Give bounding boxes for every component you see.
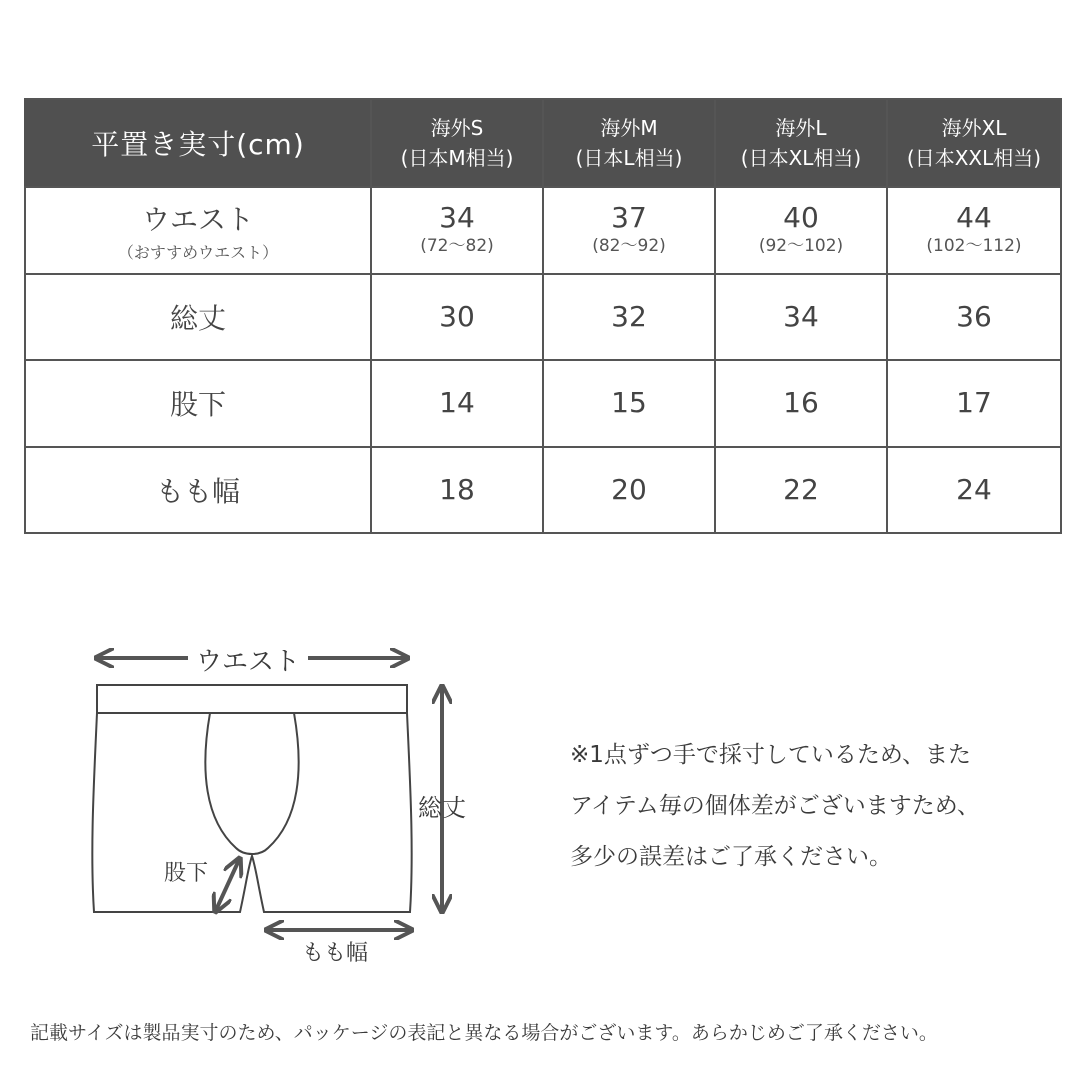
cell-value: 20 bbox=[611, 472, 647, 506]
cell-value: 40 bbox=[783, 201, 819, 235]
row-label: 股下 bbox=[169, 388, 226, 422]
table-header-label: 平置き実寸(cm) bbox=[25, 99, 371, 187]
thigh-label: もも幅 bbox=[302, 941, 369, 966]
size-japan-equivalent: (日本XXL相当) bbox=[906, 146, 1042, 170]
pouch-outline bbox=[205, 713, 298, 854]
cell-value: 15 bbox=[611, 386, 647, 420]
cell-value: 16 bbox=[783, 386, 819, 420]
size-name: 海外XL bbox=[941, 116, 1007, 140]
waist-label: ウエスト bbox=[196, 647, 301, 677]
size-japan-equivalent: (日本L相当) bbox=[575, 146, 683, 170]
cell-value: 24 bbox=[956, 472, 992, 506]
cell-value: 34 bbox=[783, 299, 819, 333]
cell-subvalue: (72〜82) bbox=[420, 236, 494, 257]
footer-note: 記載サイズは製品実寸のため、パッケージの表記と異なる場合がございます。あらかじめご了承ください。 bbox=[30, 1022, 938, 1044]
cell-value: 32 bbox=[611, 299, 647, 333]
cell-value: 37 bbox=[611, 201, 647, 235]
cell-value: 17 bbox=[956, 386, 992, 420]
note-line: ※1点ずつ手で採寸しているため、また bbox=[570, 742, 971, 768]
size-japan-equivalent: (日本M相当) bbox=[400, 146, 514, 170]
boxer-outline bbox=[92, 713, 411, 912]
cell-value: 30 bbox=[439, 299, 475, 333]
row-label: もも幅 bbox=[155, 474, 240, 508]
inseam-label: 股下 bbox=[164, 861, 209, 886]
size-name: 海外L bbox=[775, 116, 827, 140]
inseam-arrow bbox=[216, 860, 239, 910]
cell-value: 44 bbox=[956, 201, 992, 235]
cell-value: 14 bbox=[439, 386, 475, 420]
cell-subvalue: (92〜102) bbox=[758, 236, 844, 257]
row-sublabel: （おすすめウエスト） bbox=[117, 242, 279, 262]
note-line: アイテム毎の個体差がございますため、 bbox=[570, 793, 980, 819]
row-label: 総丈 bbox=[169, 301, 226, 335]
size-japan-equivalent: (日本XL相当) bbox=[740, 146, 862, 170]
cell-value: 18 bbox=[439, 472, 475, 506]
size-name: 海外M bbox=[600, 116, 658, 140]
cell-value: 36 bbox=[956, 299, 992, 333]
length-label: 総丈 bbox=[418, 794, 466, 822]
row-label: ウエスト bbox=[141, 202, 254, 236]
measurement-notes bbox=[570, 730, 980, 883]
cell-value: 34 bbox=[439, 201, 475, 235]
cell-subvalue: (102〜112) bbox=[926, 236, 1022, 257]
cell-subvalue: (82〜92) bbox=[592, 236, 666, 257]
note-line: 多少の誤差はご了承ください。 bbox=[570, 844, 892, 870]
cell-value: 22 bbox=[783, 472, 819, 506]
size-name: 海外S bbox=[430, 116, 484, 140]
waistband-outline bbox=[97, 685, 407, 713]
